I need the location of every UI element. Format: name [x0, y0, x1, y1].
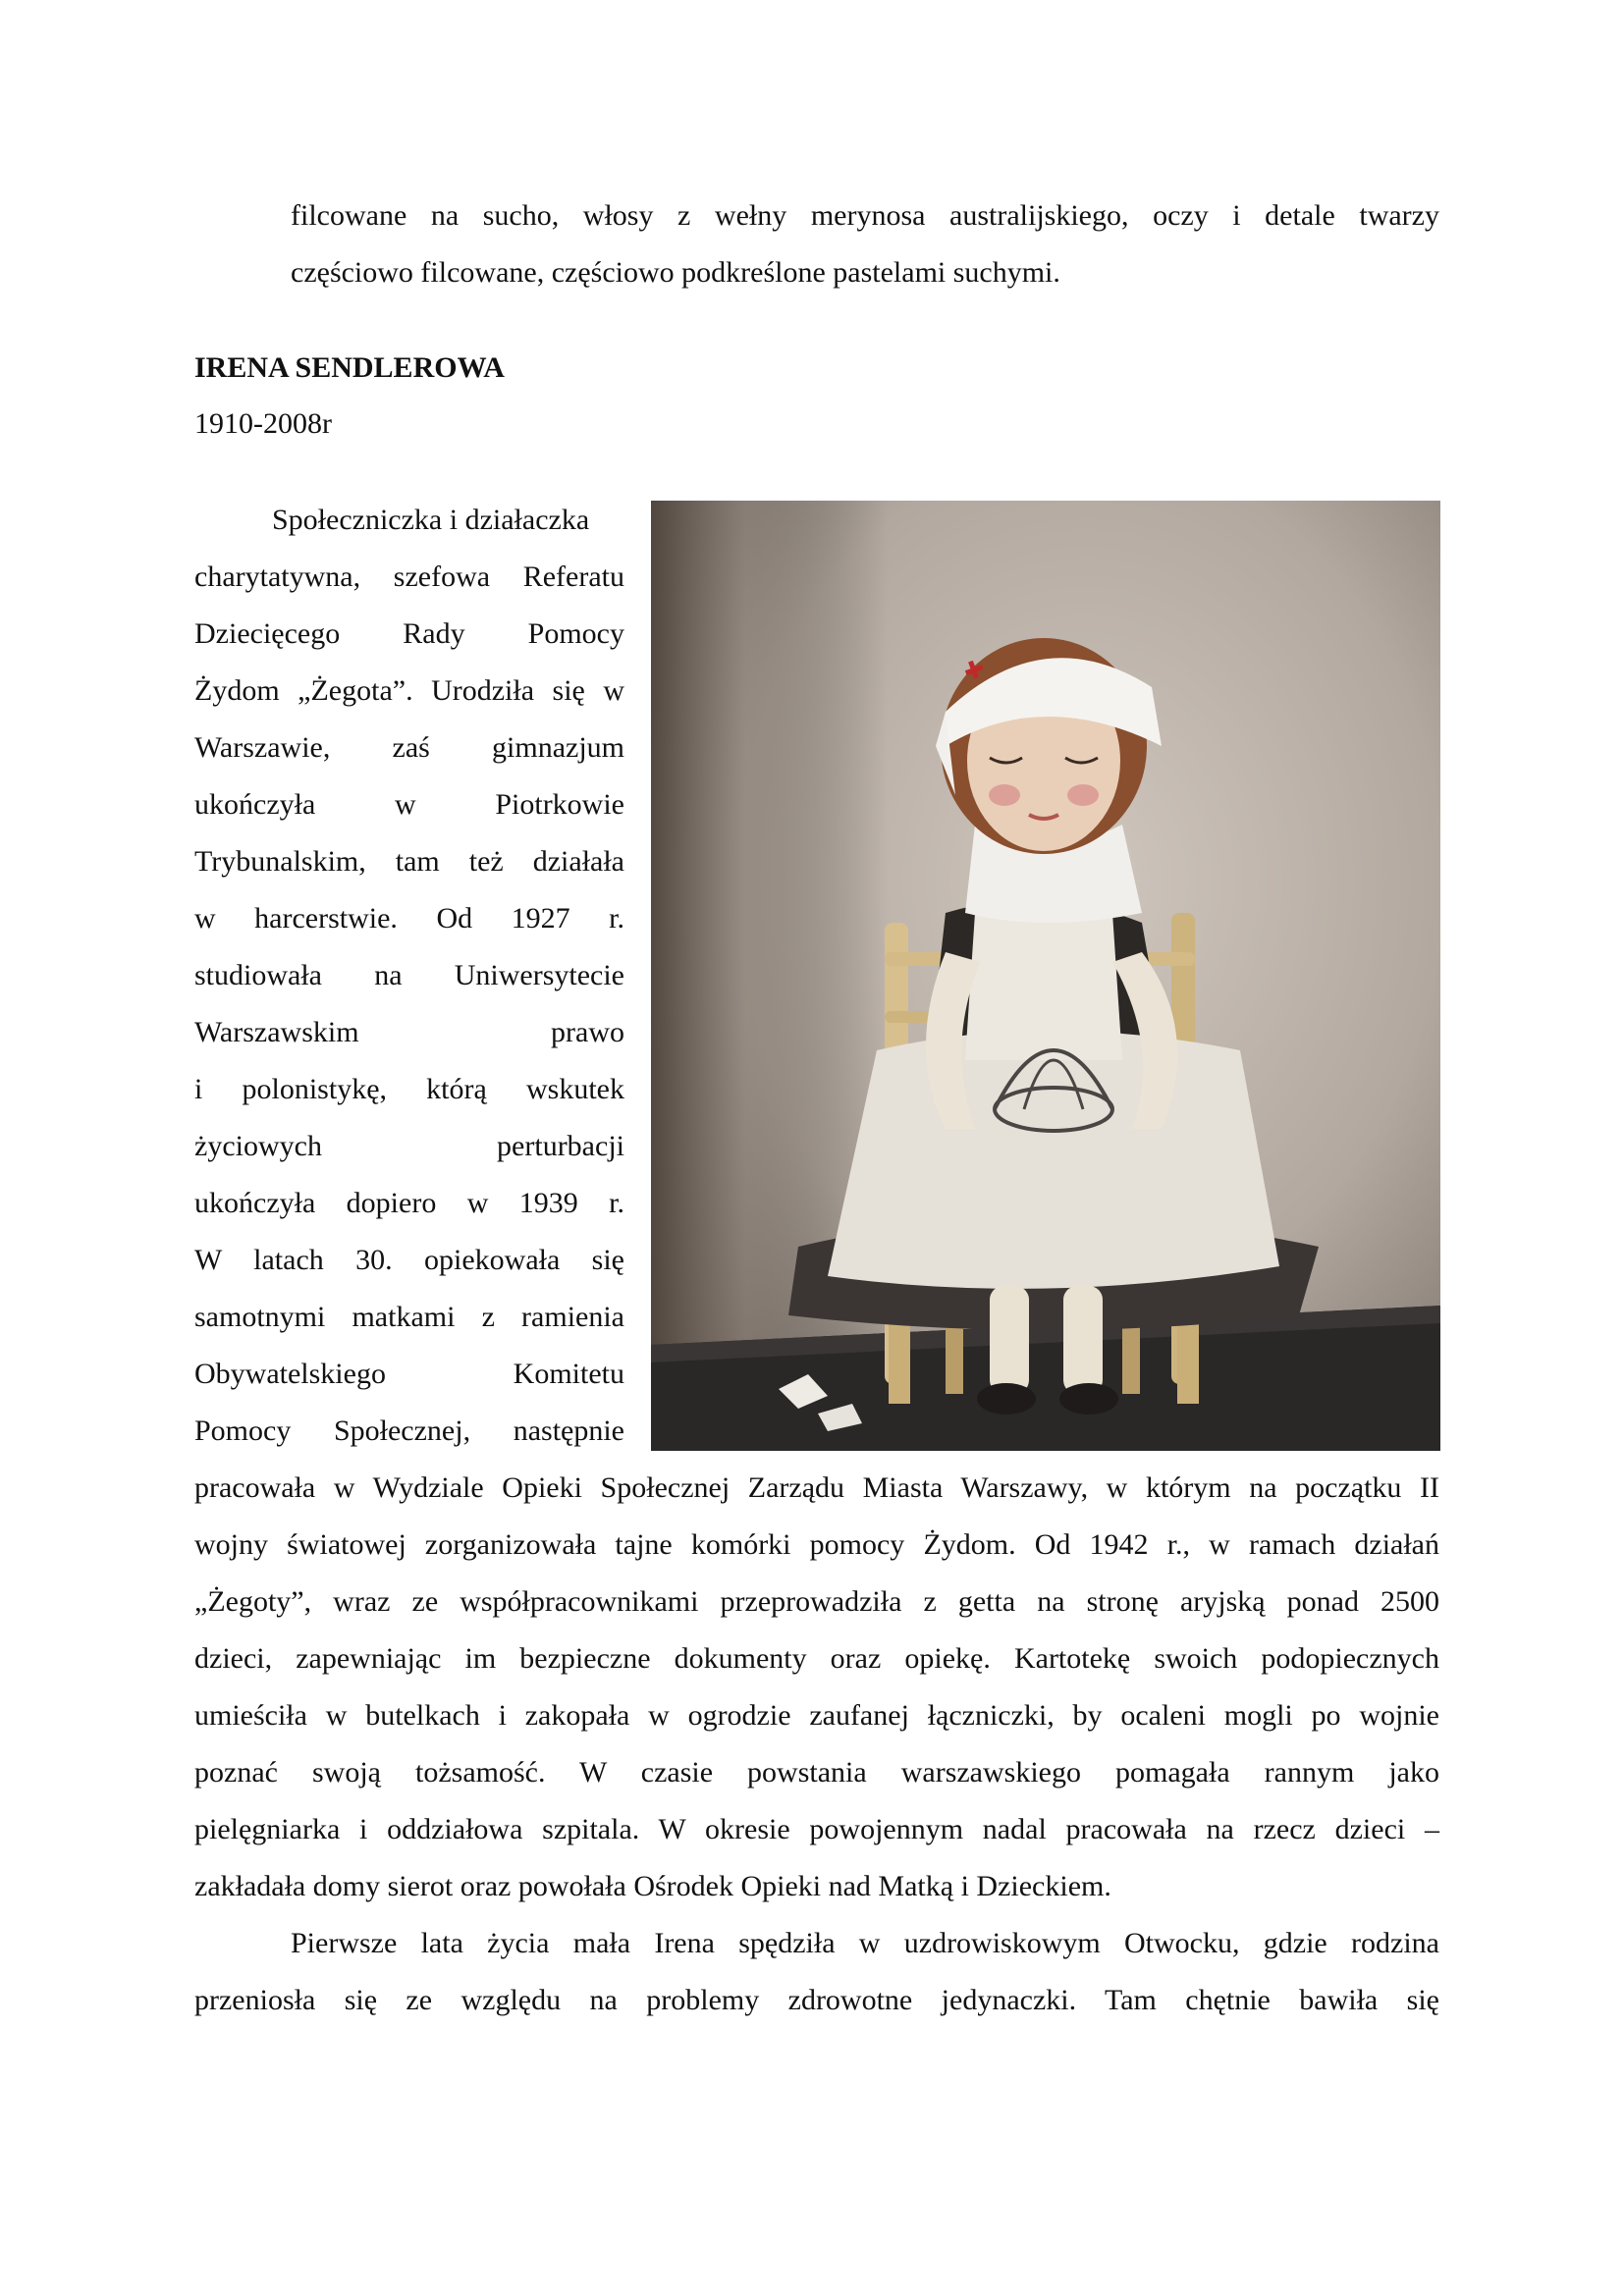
body-line: pielęgniarka i oddziałowa szpitala. W okresie powojennym nadal pracowała na rzecz dzieci –: [194, 1813, 1439, 1845]
column-line: Warszawskim prawo: [194, 1016, 624, 1048]
doll-photo-icon: [651, 501, 1440, 1451]
column-line: w harcerstwie. Od 1927 r.: [194, 902, 624, 934]
column-line: Trybunalskim, tam też działała: [194, 845, 624, 878]
body-line: „Żegoty”, wraz ze współpracownikami przeprowadziła z getta na stronę aryjską ponad 2500: [194, 1585, 1439, 1618]
body-line: dzieci, zapewniając im bezpieczne dokumenty oraz opiekę. Kartotekę swoich podopiecznych: [194, 1642, 1439, 1675]
section-heading: IRENA SENDLEROWA: [194, 351, 505, 384]
column-line: ukończyła dopiero w 1939 r.: [194, 1187, 624, 1219]
column-line: samotnymi matkami z ramienia: [194, 1301, 624, 1333]
column-line: ukończyła w Piotrkowie: [194, 788, 624, 821]
column-line: Obywatelskiego Komitetu: [194, 1358, 624, 1390]
column-line: charytatywna, szefowa Referatu: [194, 561, 624, 593]
body-line: zakładała domy sierot oraz powołała Ośrodek Opieki nad Matką i Dzieckiem.: [194, 1870, 1111, 1902]
column-line: Pomocy Społecznej, następnie: [194, 1415, 624, 1447]
column-line: życiowych perturbacji: [194, 1130, 624, 1162]
column-line: W latach 30. opiekowała się: [194, 1244, 624, 1276]
life-years: 1910-2008r: [194, 407, 332, 440]
column-line: Żydom „Żegota”. Urodziła się w: [194, 674, 624, 707]
body-line: poznać swoją tożsamość. W czasie powstania warszawskiego pomagała rannym jako: [194, 1756, 1439, 1789]
intro-line-2: częściowo filcowane, częściowo podkreślone pastelami suchymi.: [291, 256, 1060, 289]
column-line: i polonistykę, którą wskutek: [194, 1073, 624, 1105]
doll-photo: [651, 501, 1440, 1451]
column-line: Społeczniczka i działaczka: [272, 504, 590, 536]
paragraph-2-line-2: przeniosła się ze względu na problemy zdrowotne jedynaczki. Tam chętnie bawiła się: [194, 1984, 1439, 2016]
body-line: wojny światowej zorganizowała tajne komórki pomocy Żydom. Od 1942 r., w ramach działań: [194, 1528, 1439, 1561]
column-line: studiowała na Uniwersytecie: [194, 959, 624, 991]
body-line: pracowała w Wydziale Opieki Społecznej Zarządu Miasta Warszawy, w którym na początku II: [194, 1471, 1439, 1504]
paragraph-2-line-1: Pierwsze lata życia mała Irena spędziła w uzdrowiskowym Otwocku, gdzie rodzina: [291, 1927, 1439, 1959]
intro-line-1: filcowane na sucho, włosy z wełny merynosa australijskiego, oczy i detale twarzy: [291, 199, 1439, 232]
column-line: Warszawie, zaś gimnazjum: [194, 731, 624, 764]
column-line: Dziecięcego Rady Pomocy: [194, 617, 624, 650]
body-line: umieściła w butelkach i zakopała w ogrodzie zaufanej łączniczki, by ocaleni mogli po wojnie: [194, 1699, 1439, 1732]
